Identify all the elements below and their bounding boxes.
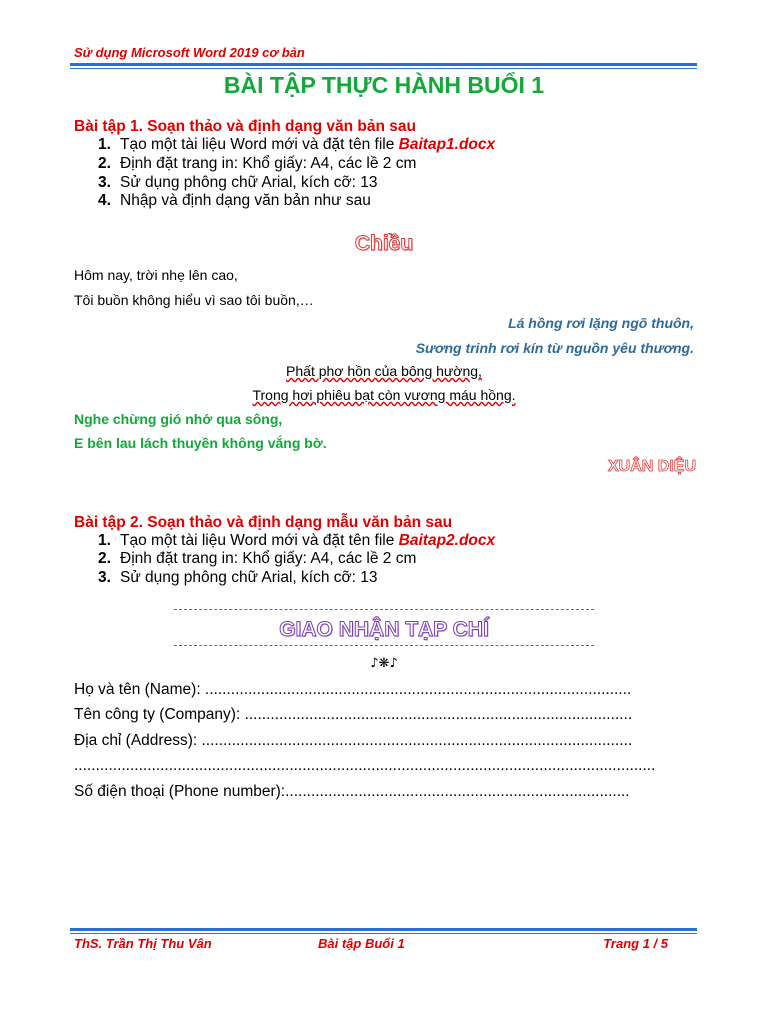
- field-company: Tên công ty (Company): ..........................................................................................: [74, 706, 633, 723]
- filename: Baitap2.docx: [398, 532, 496, 549]
- poem-title: Chiều: [354, 232, 414, 255]
- form-title: GIAO NHẬN TẠP CHÍ: [279, 618, 489, 641]
- exercise2-title: Soạn thảo và định dạng mẫu văn bản sau: [147, 514, 453, 531]
- page-title: BÀI TẬP THỰC HÀNH BUỔI 1: [223, 72, 545, 98]
- exercise1-step-4: 4. Nhập và định dạng văn bản như sau: [98, 192, 371, 209]
- exercise1-prefix: Bài tập 1.: [74, 118, 143, 135]
- poem-line-5: Phất phơ hồn của bông hường,: [286, 363, 482, 379]
- footer-page-number: Trang 1 / 5: [603, 936, 668, 951]
- footer-author: ThS. Trần Thị Thu Vân: [74, 936, 212, 951]
- form-top-divider: [174, 609, 594, 610]
- exercise1-step-1: 1. Tạo một tài liệu Word mới và đặt tên file Baitap1.docx: [98, 136, 496, 153]
- exercise1-step-2: 2. Định đặt trang in: Khổ giấy: A4, các lề 2 cm: [98, 155, 417, 172]
- poem-line-4: Sương trinh rơi kín từ nguồn yêu thương.: [415, 340, 694, 356]
- footer-title: Bài tập Buổi 1: [318, 936, 405, 951]
- exercise1-heading: [74, 118, 416, 136]
- poem-line-1: Hôm nay, trời nhẹ lên cao,: [74, 267, 238, 283]
- exercise2-step-3: 3. Sử dụng phông chữ Arial, kích cỡ: 13: [98, 569, 378, 586]
- poem-line-3: Lá hồng rơi lặng ngõ thuôn,: [508, 315, 694, 331]
- form-bottom-divider: [174, 645, 594, 646]
- poem-line-6: Trong hơi phiêu bạt còn vương máu hồng.: [252, 387, 516, 403]
- exercise2-heading: [74, 514, 452, 532]
- poem-line-2: Tôi buồn không hiểu vì sao tôi buồn,…: [74, 292, 314, 308]
- field-phone: Số điện thoại (Phone number):................................................................................: [74, 783, 630, 800]
- filename: Baitap1.docx: [398, 136, 496, 153]
- exercise2-step-1: 1. Tạo một tài liệu Word mới và đặt tên file Baitap2.docx: [98, 532, 496, 549]
- exercise2-prefix: Bài tập 2.: [74, 514, 143, 531]
- poem-line-7: Nghe chừng gió nhớ qua sông,: [74, 411, 283, 427]
- poem-author: XUÂN DIỆU: [607, 458, 696, 475]
- exercise1-step-3: 3. Sử dụng phông chữ Arial, kích cỡ: 13: [98, 174, 378, 191]
- field-address: Địa chỉ (Address): ....................................................................................................: [74, 732, 633, 749]
- header-rule-thin: [70, 68, 697, 69]
- header-rule: [70, 63, 697, 66]
- exercise2-step-2: 2. Định đặt trang in: Khổ giấy: A4, các lề 2 cm: [98, 550, 417, 567]
- footer-rule-thin: [70, 933, 697, 934]
- field-address-line-2: .......................................................................................................................................: [74, 757, 656, 774]
- footer-rule: [70, 928, 697, 931]
- page-header: Sử dụng Microsoft Word 2019 cơ bản: [74, 45, 305, 60]
- field-name: Họ và tên (Name): ...................................................................................................: [74, 681, 632, 698]
- poem-line-8: E bên lau lách thuyền không vắng bờ.: [74, 435, 327, 451]
- exercise1-title: Soạn thảo và định dạng văn bản sau: [147, 118, 416, 135]
- ornament-icon: ♪❋♪: [370, 656, 398, 671]
